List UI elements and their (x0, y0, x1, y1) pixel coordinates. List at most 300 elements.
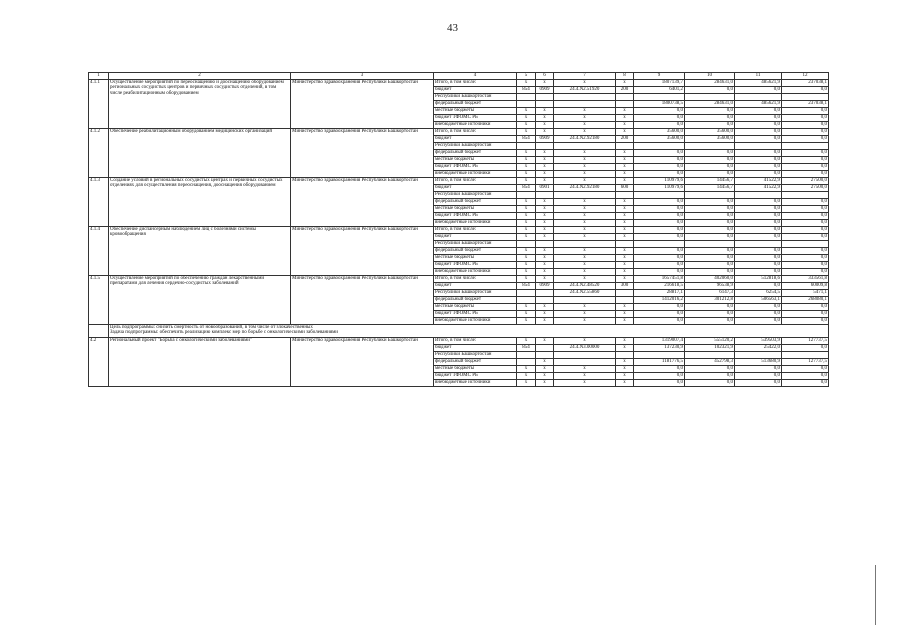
amount-cell: 0,0 (782, 380, 829, 387)
funding-source: федеральный бюджет (434, 359, 517, 366)
code-cell (517, 359, 536, 366)
amount-cell: 0,0 (735, 199, 782, 206)
amount-cell: 0,0 (634, 373, 685, 380)
amount-cell: 268080,1 (782, 297, 829, 304)
amount-cell: 0,0 (735, 318, 782, 325)
amount-cell: 0,0 (735, 283, 782, 290)
table-row (89, 276, 829, 283)
amount-cell: 0,0 (634, 150, 685, 157)
code-cell: х (554, 178, 616, 185)
amount-cell: 137230,9 (634, 345, 685, 352)
amount-cell: 0,0 (685, 115, 735, 122)
code-cell (554, 94, 616, 101)
amount-cell: 0,0 (735, 213, 782, 220)
code-cell: х (536, 276, 554, 283)
code-cell: х (517, 318, 536, 325)
funding-source: Итого, в том числе: (434, 276, 517, 283)
funding-source: бюджет ТФОМС РБ (434, 262, 517, 269)
amount-cell: 6147,3 (685, 290, 735, 297)
amount-cell: 0,0 (735, 311, 782, 318)
code-cell (616, 352, 634, 359)
amount-cell: 0,0 (735, 122, 782, 129)
funding-source: бюджет (434, 345, 517, 352)
code-cell: х (554, 129, 616, 136)
funding-source: федеральный бюджет (434, 248, 517, 255)
amount-cell (735, 241, 782, 248)
amount-cell: 0,0 (685, 213, 735, 220)
funding-source: бюджет ТФОМС РБ (434, 373, 517, 380)
code-cell (517, 290, 536, 297)
amount-cell: 27500,0 (782, 178, 829, 185)
code-cell: 24.4.N2.51920 (554, 87, 616, 94)
funding-source: бюджет (434, 234, 517, 241)
code-cell: х (616, 373, 634, 380)
code-cell: 24.4.N2.92180 (554, 136, 616, 143)
code-cell: х (616, 178, 634, 185)
code-cell: 0909 (536, 283, 554, 290)
amount-cell: 0,0 (735, 129, 782, 136)
header-cell: 3 (291, 73, 434, 80)
amount-cell: 0,0 (782, 345, 829, 352)
funding-source: бюджет (434, 136, 517, 143)
code-cell (536, 345, 554, 352)
code-cell: х (616, 276, 634, 283)
amount-cell (782, 352, 829, 359)
code-cell: х (536, 338, 554, 345)
funding-source: внебюджетные источники (434, 171, 517, 178)
amount-cell: 1181776,5 (634, 359, 685, 366)
amount-cell: 301212,8 (685, 297, 735, 304)
code-cell: х (517, 262, 536, 269)
amount-cell: 0,0 (782, 206, 829, 213)
code-cell: 854 (517, 185, 536, 192)
funding-source: федеральный бюджет (434, 199, 517, 206)
funding-source: Республики Башкортостан (434, 143, 517, 150)
amount-cell: 1657451,8 (634, 276, 685, 283)
amount-cell (685, 241, 735, 248)
amount-cell: 35600,0 (634, 129, 685, 136)
amount-cell: 96538,9 (685, 283, 735, 290)
executor-name: Министерство здравоохранения Республики Башкортостан (291, 129, 434, 178)
amount-cell: 506563,1 (735, 297, 782, 304)
code-cell: х (517, 150, 536, 157)
amount-cell: 0,0 (685, 262, 735, 269)
amount-cell: 0,0 (634, 157, 685, 164)
amount-cell: 0,0 (735, 373, 782, 380)
funding-source: внебюджетные источники (434, 220, 517, 227)
amount-cell: 0,0 (735, 87, 782, 94)
amount-cell: 0,0 (735, 220, 782, 227)
code-cell: х (517, 206, 536, 213)
code-cell: х (536, 269, 554, 276)
code-cell: х (536, 129, 554, 136)
amount-cell: 0,0 (685, 122, 735, 129)
amount-cell: 0,0 (735, 150, 782, 157)
code-cell: 24.4.N2.48520 (554, 283, 616, 290)
amount-cell: 0,0 (782, 269, 829, 276)
code-cell (517, 352, 536, 359)
amount-cell (782, 192, 829, 199)
code-cell: х (517, 248, 536, 255)
code-cell: х (554, 304, 616, 311)
amount-cell: 0,0 (782, 157, 829, 164)
table-row (89, 129, 829, 136)
funding-source: бюджет ТФОМС РБ (434, 164, 517, 171)
amount-cell: 0,0 (782, 373, 829, 380)
amount-cell: 0,0 (735, 304, 782, 311)
code-cell: х (616, 345, 634, 352)
code-cell: х (536, 108, 554, 115)
code-cell: х (517, 220, 536, 227)
amount-cell (634, 352, 685, 359)
code-cell: 0909 (536, 87, 554, 94)
amount-cell: 0,0 (735, 248, 782, 255)
amount-cell (782, 94, 829, 101)
amount-cell: 0,0 (782, 304, 829, 311)
amount-cell: 0,0 (782, 234, 829, 241)
code-cell: х (616, 199, 634, 206)
amount-cell: 102321,9 (685, 345, 735, 352)
code-cell: х (517, 108, 536, 115)
budget-table (88, 72, 829, 387)
code-cell: х (536, 220, 554, 227)
code-cell (616, 290, 634, 297)
amount-cell (782, 241, 829, 248)
amount-cell: 28817,1 (634, 290, 685, 297)
amount-cell (735, 352, 782, 359)
funding-source: Республики Башкортостан (434, 290, 517, 297)
code-cell: х (554, 255, 616, 262)
amount-cell: 35600,0 (685, 129, 735, 136)
funding-source: Итого, в том числе: (434, 129, 517, 136)
amount-cell: 1319007,4 (634, 338, 685, 345)
funding-source: бюджет (434, 87, 517, 94)
code-cell: х (536, 213, 554, 220)
amount-cell (685, 143, 735, 150)
code-cell: 854 (517, 136, 536, 143)
funding-source: Итого, в том числе: (434, 338, 517, 345)
code-cell (517, 94, 536, 101)
amount-cell: 60009,8 (782, 283, 829, 290)
funding-source: местные бюджеты (434, 304, 517, 311)
amount-cell (685, 352, 735, 359)
code-cell (536, 297, 554, 304)
amount-cell: 0,0 (735, 157, 782, 164)
amount-cell: 35600,0 (634, 136, 685, 143)
measure-name: Осуществление мероприятий по обеспечению граждан лекарственными препаратами для лечения сердечно-сосудистых заболеваний (109, 276, 291, 325)
amount-cell: 0,0 (634, 122, 685, 129)
amount-cell: 216618,5 (634, 283, 685, 290)
amount-cell: 539503,9 (735, 338, 782, 345)
code-cell (517, 241, 536, 248)
code-cell (616, 94, 634, 101)
amount-cell: 0,0 (634, 304, 685, 311)
header-cell: 7 (554, 73, 616, 80)
amount-cell: 0,0 (782, 220, 829, 227)
code-cell (536, 143, 554, 150)
amount-cell: 485621,9 (735, 80, 782, 87)
code-cell: х (517, 157, 536, 164)
code-cell: х (616, 318, 634, 325)
code-cell: х (517, 115, 536, 122)
funding-source: федеральный бюджет (434, 150, 517, 157)
amount-cell: 0,0 (782, 87, 829, 94)
amount-cell: 0,0 (735, 380, 782, 387)
amount-cell (685, 94, 735, 101)
amount-cell: 41522,9 (735, 178, 782, 185)
code-cell: х (616, 157, 634, 164)
code-cell: х (616, 227, 634, 234)
row-number: 4.1.3 (89, 178, 109, 227)
code-cell: х (616, 129, 634, 136)
code-cell (616, 101, 634, 108)
amount-cell: 0,0 (782, 164, 829, 171)
code-cell: х (554, 248, 616, 255)
code-cell (554, 297, 616, 304)
funding-source: Итого, в том числе: (434, 178, 517, 185)
amount-cell: 0,0 (735, 108, 782, 115)
code-cell: х (554, 108, 616, 115)
amount-cell: 0,0 (685, 269, 735, 276)
code-cell: х (554, 338, 616, 345)
amount-cell: 0,0 (735, 262, 782, 269)
code-cell (517, 192, 536, 199)
code-cell: х (616, 366, 634, 373)
amount-cell: 0,0 (634, 199, 685, 206)
amount-cell: 0,0 (634, 108, 685, 115)
code-cell: х (616, 380, 634, 387)
code-cell: х (554, 276, 616, 283)
code-cell: 0901 (536, 185, 554, 192)
amount-cell: 0,0 (782, 129, 829, 136)
amount-cell: 0,0 (685, 366, 735, 373)
funding-source: федеральный бюджет (434, 101, 517, 108)
executor-name: Министерство здравоохранения Республики Башкортостан (291, 276, 434, 325)
amount-cell: 0,0 (782, 213, 829, 220)
code-cell: х (517, 304, 536, 311)
amount-cell: 110979,6 (634, 178, 685, 185)
amount-cell: 452798,3 (685, 359, 735, 366)
amount-cell: 0,0 (782, 227, 829, 234)
code-cell: х (616, 304, 634, 311)
code-cell: х (616, 269, 634, 276)
code-cell: х (616, 115, 634, 122)
code-cell: х (554, 171, 616, 178)
code-cell (616, 297, 634, 304)
code-cell: х (554, 269, 616, 276)
amount-cell: 402060,0 (685, 276, 735, 283)
amount-cell (782, 143, 829, 150)
row-number: 4.1.4 (89, 227, 109, 276)
funding-source: Итого, в том числе: (434, 227, 517, 234)
code-cell: х (616, 311, 634, 318)
code-cell (536, 101, 554, 108)
header-cell: 1 (89, 73, 109, 80)
amount-cell (735, 143, 782, 150)
amount-cell: 6401,2 (634, 87, 685, 94)
amount-cell: 284631,0 (685, 80, 735, 87)
code-cell: х (517, 234, 536, 241)
code-cell: х (536, 234, 554, 241)
amount-cell: 0,0 (735, 136, 782, 143)
amount-cell: 0,0 (634, 269, 685, 276)
header-cell: 12 (782, 73, 829, 80)
amount-cell (685, 192, 735, 199)
amount-cell: 237038,1 (782, 101, 829, 108)
amount-cell: 0,0 (782, 122, 829, 129)
code-cell (616, 192, 634, 199)
code-cell: х (554, 234, 616, 241)
amount-cell: 35600,0 (685, 136, 735, 143)
amount-cell: 0,0 (782, 255, 829, 262)
code-cell: х (616, 150, 634, 157)
row-number: 4.1.1 (89, 80, 109, 129)
code-cell: х (554, 227, 616, 234)
code-cell: 600 (616, 185, 634, 192)
code-cell: х (517, 255, 536, 262)
funding-source: Республики Башкортостан (434, 352, 517, 359)
amount-cell: 0,0 (634, 311, 685, 318)
amount-cell: 0,0 (782, 318, 829, 325)
executor-name: Министерство здравоохранения Республики Башкортостан (291, 227, 434, 276)
code-cell: х (616, 262, 634, 269)
header-cell: 4 (434, 73, 517, 80)
row-number: 4.1.5 (89, 276, 109, 325)
amount-cell: 0,0 (782, 311, 829, 318)
funding-source: Республики Башкортостан (434, 192, 517, 199)
code-cell: х (616, 164, 634, 171)
amount-cell: 27500,0 (782, 185, 829, 192)
funding-source: местные бюджеты (434, 206, 517, 213)
amount-cell: 0,0 (735, 206, 782, 213)
code-cell: 24.4.N2.92180 (554, 185, 616, 192)
code-cell: х (554, 157, 616, 164)
code-cell: х (536, 122, 554, 129)
funding-source: бюджет ТФОМС РБ (434, 213, 517, 220)
code-cell (554, 241, 616, 248)
code-cell: х (517, 213, 536, 220)
code-cell: х (517, 311, 536, 318)
funding-source: местные бюджеты (434, 108, 517, 115)
table-row (89, 338, 829, 345)
amount-cell: 0,0 (735, 164, 782, 171)
code-cell (517, 297, 536, 304)
code-cell: х (536, 178, 554, 185)
amount-cell: 110979,6 (634, 185, 685, 192)
amount-cell: 25422,0 (735, 345, 782, 352)
code-cell: х (517, 380, 536, 387)
code-cell: х (517, 80, 536, 87)
code-cell: х (536, 206, 554, 213)
amount-cell: 284631,0 (685, 101, 735, 108)
amount-cell: 0,0 (634, 227, 685, 234)
code-cell: 24.4.N2.55860 (554, 290, 616, 297)
code-cell: х (536, 373, 554, 380)
amount-cell: 0,0 (782, 199, 829, 206)
amount-cell: 0,0 (634, 380, 685, 387)
measure-name: Осуществление мероприятий по переоснащению и дооснащению оборудованием региональных сосудистых центров и первичных сосудистых отделений, в том числе реабилитационным оборудованием (109, 80, 291, 129)
code-cell: х (616, 108, 634, 115)
code-cell: х (554, 318, 616, 325)
header-cell: 11 (735, 73, 782, 80)
measure-name: Обеспечение реабилитационным оборудованием медицинских организаций (109, 129, 291, 178)
amount-cell: 512818,6 (735, 276, 782, 283)
code-cell: х (517, 178, 536, 185)
code-cell: х (517, 122, 536, 129)
code-cell: х (554, 220, 616, 227)
amount-cell: 0,0 (634, 248, 685, 255)
code-cell: 854 (517, 87, 536, 94)
code-cell (536, 352, 554, 359)
code-cell: х (536, 115, 554, 122)
amount-cell: 0,0 (685, 234, 735, 241)
amount-cell: 127737,5 (782, 338, 829, 345)
amount-cell: 0,0 (685, 248, 735, 255)
funding-source: внебюджетные источники (434, 122, 517, 129)
amount-cell: 0,0 (685, 164, 735, 171)
code-cell: х (517, 373, 536, 380)
header-cell: 6 (536, 73, 554, 80)
amount-cell: 0,0 (634, 171, 685, 178)
header-cell: 5 (517, 73, 536, 80)
table-row (89, 80, 829, 87)
amount-cell: 0,0 (685, 150, 735, 157)
code-cell: х (616, 248, 634, 255)
scan-edge-mark (875, 565, 877, 625)
code-cell: х (536, 366, 554, 373)
code-cell: х (616, 171, 634, 178)
amount-cell (634, 143, 685, 150)
amount-cell: 0,0 (634, 255, 685, 262)
code-cell: х (536, 262, 554, 269)
code-cell: 300 (616, 283, 634, 290)
code-cell (554, 192, 616, 199)
code-cell: х (517, 276, 536, 283)
amount-cell: 0,0 (634, 220, 685, 227)
amount-cell (634, 94, 685, 101)
code-cell (616, 241, 634, 248)
amount-cell: 14456,7 (685, 185, 735, 192)
code-cell: х (554, 311, 616, 318)
amount-cell: 555120,2 (685, 338, 735, 345)
amount-cell: 0,0 (735, 234, 782, 241)
code-cell: 200 (616, 87, 634, 94)
funding-source: местные бюджеты (434, 366, 517, 373)
code-cell: х (536, 227, 554, 234)
amount-cell: 0,0 (685, 220, 735, 227)
amount-cell: 0,0 (782, 108, 829, 115)
code-cell: х (517, 227, 536, 234)
amount-cell: 0,0 (634, 115, 685, 122)
code-cell: х (554, 262, 616, 269)
code-cell: х (554, 122, 616, 129)
amount-cell: 1412016,2 (634, 297, 685, 304)
code-cell: х (536, 318, 554, 325)
code-cell: 200 (616, 136, 634, 143)
amount-cell (634, 192, 685, 199)
funding-source: бюджет (434, 185, 517, 192)
code-cell: х (517, 164, 536, 171)
code-cell: х (616, 220, 634, 227)
code-cell (554, 101, 616, 108)
code-cell: х (517, 366, 536, 373)
code-cell: х (616, 122, 634, 129)
code-cell: х (554, 80, 616, 87)
row-number: 4.2 (89, 338, 109, 387)
amount-cell: 0,0 (685, 87, 735, 94)
amount-cell: 14456,7 (685, 178, 735, 185)
amount-cell: 0,0 (685, 171, 735, 178)
